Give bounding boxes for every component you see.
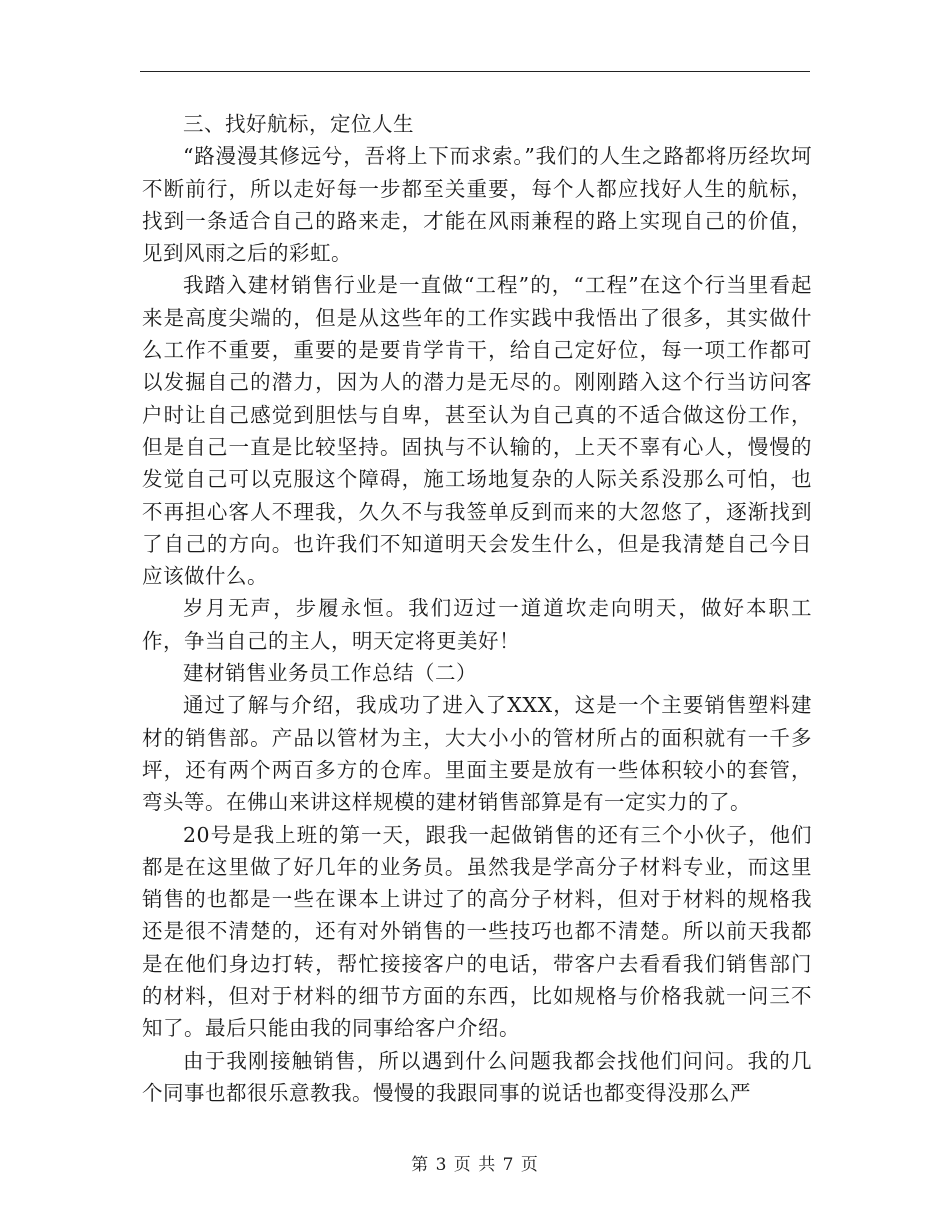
paragraph-quote: “路漫漫其修远兮，吾将上下而求索。”我们的人生之路都将历经坎坷不断前行，所以走好每一步都至关重要，每个人都应找好人生的航标，找到一条适合自己的路来走，才能在风雨兼程的路上实现自己的价值，见到风雨之后的彩虹。 xyxy=(142,144,812,266)
section-title-part-two: 建材销售业务员工作总结（二） xyxy=(183,661,477,686)
section-heading: 三、找好航标，定位人生 xyxy=(183,112,414,136)
header-rule xyxy=(140,71,810,72)
paragraph-company-intro: 通过了解与介绍，我成功了进入了XXX，这是一个主要销售塑料建材的销售部。产品以管材为主，大大小小的管材所占的面积就有一千多坪，还有两个两百多方的仓库。里面主要是放有一些体积较小的套管，弯头等。在佛山来讲这样规模的建材销售部算是有一定实力的了。 xyxy=(142,693,812,815)
paragraph-conclusion: 岁月无声，步履永恒。我们迈过一道道坎走向明天，做好本职工作，争当自己的主人，明天定将更美好！ xyxy=(142,596,812,653)
paragraph-career: 我踏入建材销售行业是一直做“工程”的，“工程”在这个行当里看起来是高度尖端的，但是从这些年的工作实践中我悟出了很多，其实做什么工作不重要，重要的是要肯学肯干，给自己定好位，每一项工作都可以发掘自己的潜力，因为人的潜力是无尽的。刚刚踏入这个行当访问客户时让自己感觉到胆怯与自卑，甚至认为自己真的不适合做这份工作，但是自己一直是比较坚持。固执与不认输的，上天不辜有心人，慢慢的发觉自己可以克服这个障碍，施工场地复杂的人际关系没那么可怕，也不再担心客人不理我，久久不与我签单反到而来的大忽悠了，逐渐找到了自己的方向。也许我们不知道明天会发生什么，但是我清楚自己今日应该做什么。 xyxy=(142,273,812,589)
document-body xyxy=(142,108,812,1109)
page-number: 第 3 页 共 7 页 xyxy=(411,1155,539,1175)
paragraph-first-day: 20号是我上班的第一天，跟我一起做销售的还有三个小伙子，他们都是在这里做了好几年的业务员。虽然我是学高分子材料专业，而这里销售的也都是一些在课本上讲过了的高分子材料，但对于材料的规格我还是很不清楚的，还有对外销售的一些技巧也都不清楚。所以前天我都是在他们身边打转，帮忙接接客户的电话，带客户去看看我们销售部门的材料，但对于材料的细节方面的东西，比如规格与价格我就一问三不知了。最后只能由我的同事给客户介绍。 xyxy=(142,822,812,1041)
paragraph-learning: 由于我刚接触销售，所以遇到什么问题我都会找他们问问。我的几个同事也都很乐意教我。慢慢的我跟同事的说话也都变得没那么严 xyxy=(142,1048,812,1105)
